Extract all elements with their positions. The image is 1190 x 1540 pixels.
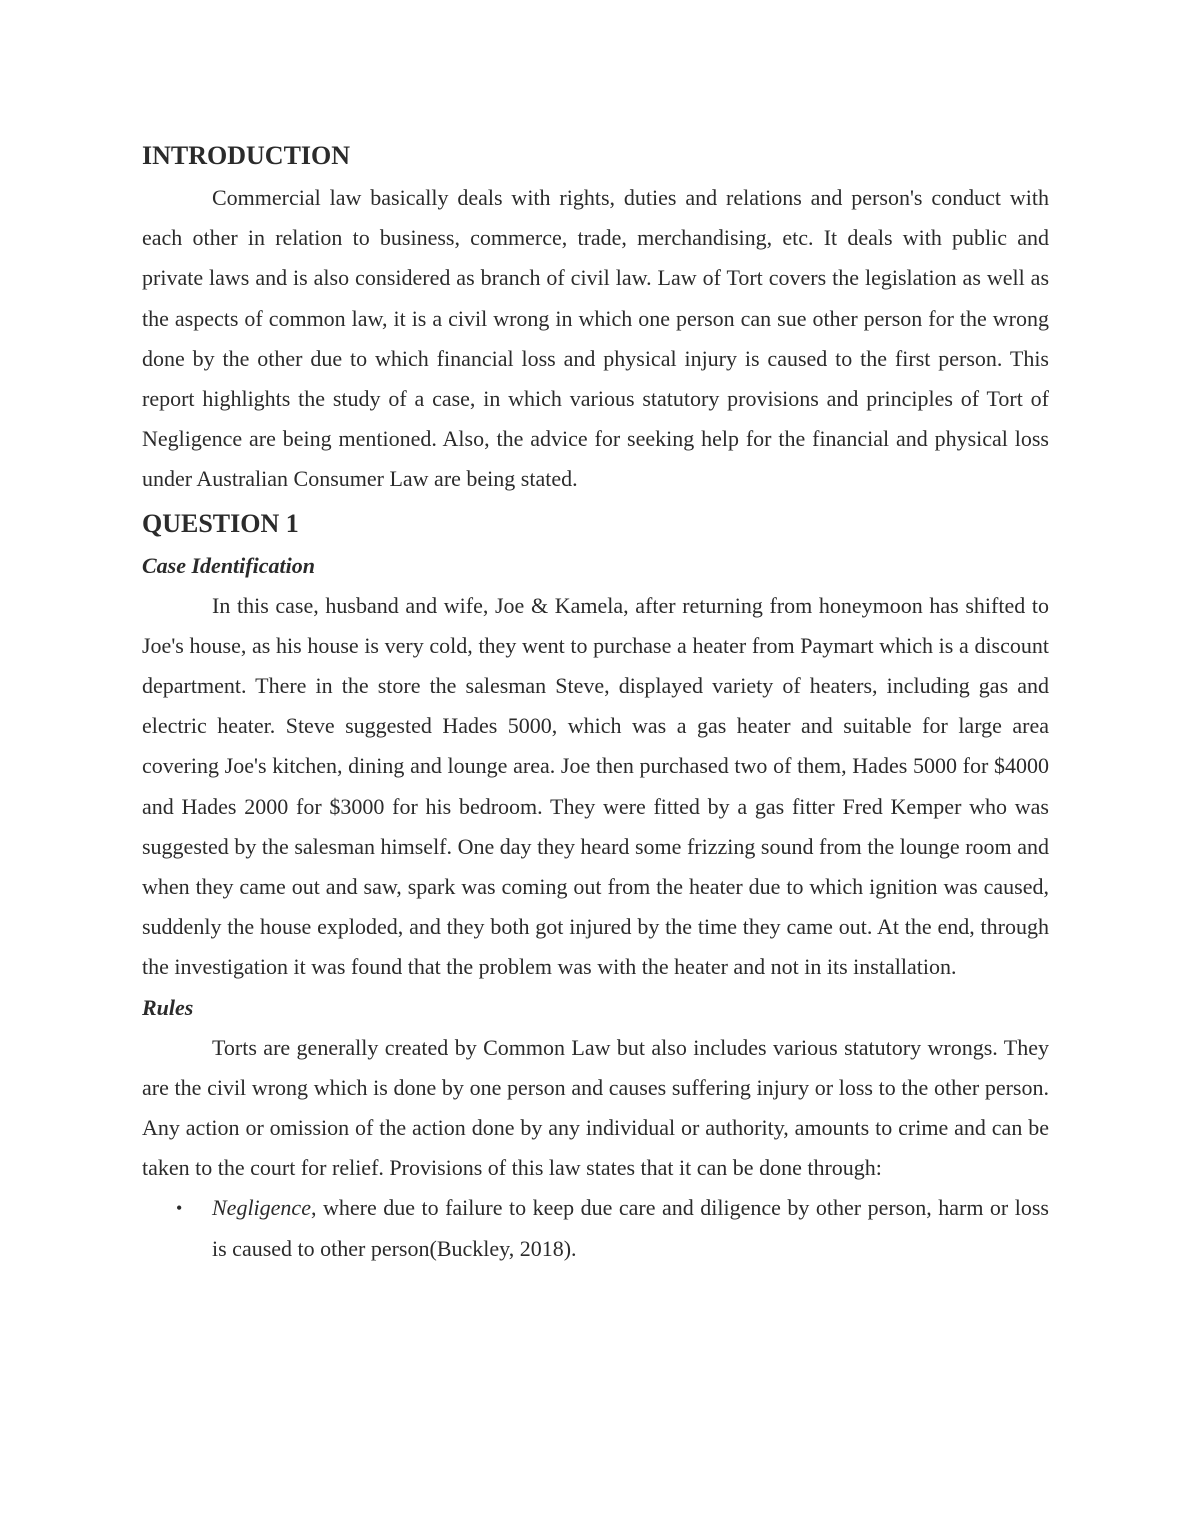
rules-bullet-list [142,1188,1049,1268]
introduction-paragraph: Commercial law basically deals with rights, duties and relations and person's conduct with each other in relation to business, commerce, trade, merchandising, etc. It deals with public and private laws and is also considered as branch of civil law. Law of Tort covers the legislation as well as the aspects of common law, it is a civil wrong in which one person can sue other person for the wrong done by the other due to which financial loss and physical injury is caused to the first person. This report highlights the study of a case, in which various statutory provisions and principles of Tort of Negligence are being mentioned. Also, the advice for seeking help for the financial and physical loss under Australian Consumer Law are being stated. [142,185,1049,492]
case-identification-paragraph: In this case, husband and wife, Joe & Kamela, after returning from honeymoon has shifted to Joe's house, as his house is very cold, they went to purchase a heater from Paymart which is a discount department. There in the store the salesman Steve, displayed variety of heaters, including gas and electric heater. Steve suggested Hades 5000, which was a gas heater and suitable for large area covering Joe's kitchen, dining and lounge area. Joe then purchased two of them, Hades 5000 for $4000 and Hades 2000 for $3000 for his bedroom. They were fitted by a gas fitter Fred Kemper who was suggested by the salesman himself. One day they heard some frizzing sound from the lounge room and when they came out and saw, spark was coming out from the heater due to which ignition was caused, suddenly the house exploded, and they both got injured by the time they came out. At the end, through the investigation it was found that the problem was with the heater and not in its installation. [142,592,1049,980]
bullet-text: , where due to failure to keep due care and diligence by other person, harm or loss is caused to other person(Buckley, 2018). [212,1195,1049,1261]
question-1-heading: QUESTION 1 [142,508,299,538]
introduction-heading: INTRODUCTION [142,141,351,170]
rules-heading: Rules [142,994,194,1020]
rules-paragraph: Torts are generally created by Common Law but also includes various statutory wrongs. They are the civil wrong which is done by one person and causes suffering injury or loss to the other person. Any action or omission of the action done by any individual or authority, amounts to crime and can be taken to the court for relief. Provisions of this law states that it can be done through: [142,1034,1049,1181]
bullet-term-negligence: Negligence [212,1195,311,1221]
case-identification-heading: Case Identification [142,552,315,578]
bullet-icon: • [176,1198,183,1219]
list-item [142,1188,1049,1268]
document-page [142,138,1049,1269]
